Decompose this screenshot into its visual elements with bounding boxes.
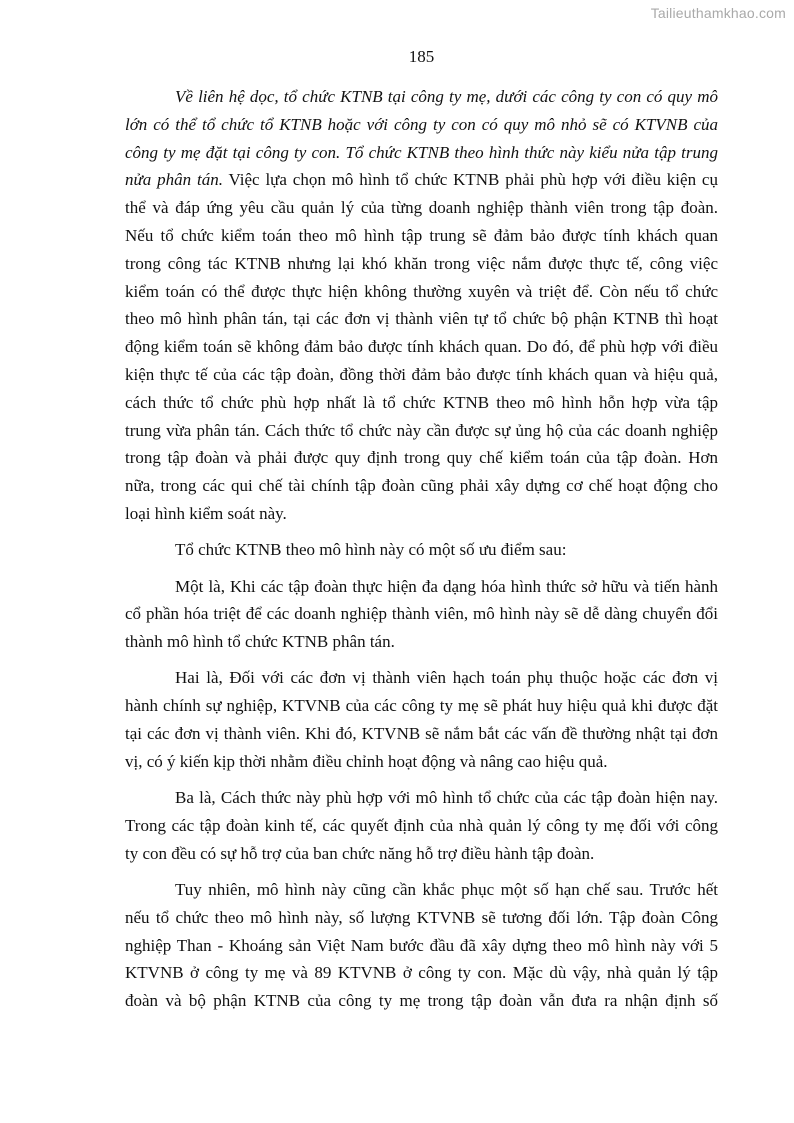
text-line <box>125 784 718 812</box>
text-run: trung vừa phân tán. Cách thức tổ chức này cần được sự ủng hộ của các doanh nghiệp <box>125 420 718 440</box>
text-line <box>125 904 718 932</box>
text-line <box>125 692 718 720</box>
text-run: nghiệp Than - Khoáng sản Việt Nam bước đầu đã xây dựng theo mô hình này với 5 <box>125 935 718 955</box>
text-line <box>125 472 718 500</box>
text-run: nếu tổ chức theo mô hình này, số lượng KTVNB sẽ tương đối lớn. Tập đoàn Công <box>125 907 718 927</box>
text-line <box>125 111 718 139</box>
text-run: động kiểm toán sẽ không đảm bảo được tính khách quan. Do đó, để phù hợp với điều <box>125 337 718 357</box>
text-line <box>125 600 718 628</box>
text-line <box>125 876 718 904</box>
text-line <box>125 278 718 306</box>
italic-text-run: lớn có thể tổ chức tổ KTNB hoặc với công ty con có quy mô nhỏ sẽ có KTVNB của <box>125 114 718 134</box>
text-run: Nếu tổ chức kiểm toán theo mô hình tập trung sẽ đảm bảo được tính khách quan <box>125 225 718 245</box>
text-run: Việc lựa chọn mô hình tổ chức KTNB phải phù hợp với điều kiện cụ <box>222 170 718 190</box>
text-run: thể và đáp ứng yêu cầu quản lý của từng doanh nghiệp thành viên trong tập đoàn. <box>125 198 718 218</box>
text-line <box>125 250 718 278</box>
text-line <box>125 222 718 250</box>
text-run: kiểm toán có thể được thực hiện không thường xuyên và triệt để. Còn nếu tổ chức <box>125 281 718 301</box>
paragraph <box>125 83 718 528</box>
text-line <box>125 748 718 776</box>
paragraph <box>125 536 718 564</box>
text-line <box>125 83 718 111</box>
text-line <box>125 417 718 445</box>
text-run: theo mô hình phân tán, tại các đơn vị thành viên tự tổ chức bộ phận KTNB thì hoạt <box>125 309 718 329</box>
text-line <box>125 305 718 333</box>
text-run: Hai là, Đối với các đơn vị thành viên hạch toán phụ thuộc hoặc các đơn vị <box>175 668 718 688</box>
text-line <box>125 166 718 194</box>
text-line <box>125 987 718 1015</box>
paragraph <box>125 664 718 775</box>
text-run: vị, có ý kiến kịp thời nhằm điều chỉnh hoạt động và nâng cao hiệu quả. <box>125 751 608 771</box>
text-run: KTVNB ở công ty mẹ và 89 KTVNB ở công ty con. Mặc dù vậy, nhà quản lý tập <box>125 963 718 983</box>
text-run: Tuy nhiên, mô hình này cũng cần khắc phục một số hạn chế sau. Trước hết <box>175 880 718 900</box>
text-run: tại các đơn vị thành viên. Khi đó, KTVNB sẽ nắm bắt các vấn đề thường nhật tại đơn <box>125 724 718 744</box>
text-line <box>125 139 718 167</box>
text-line <box>125 333 718 361</box>
text-line <box>125 628 718 656</box>
text-run: Một là, Khi các tập đoàn thực hiện đa dạng hóa hình thức sở hữu và tiến hành <box>175 576 718 596</box>
watermark: Tailieuthamkhao.com <box>650 5 786 21</box>
text-line <box>125 720 718 748</box>
text-run: trong công tác KTNB nhưng lại khó khăn trong việc nắm được thực tế, công việc <box>125 253 718 273</box>
paragraph <box>125 784 718 867</box>
text-line <box>125 194 718 222</box>
text-run: loại hình kiểm soát này. <box>125 503 287 523</box>
paragraph <box>125 876 718 1015</box>
text-line <box>125 389 718 417</box>
text-line <box>125 812 718 840</box>
text-run: hành chính sự nghiệp, KTVNB của các công ty mẹ sẽ phát huy hiệu quả khi được đặt <box>125 696 718 716</box>
text-line <box>125 664 718 692</box>
text-run: trong tập đoàn và phải được quy định trong quy chế kiểm toán của tập đoàn. Hơn <box>125 448 718 468</box>
text-run: ty con đều có sự hỗ trợ của ban chức năng hỗ trợ điều hành tập đoàn. <box>125 843 595 863</box>
italic-text-run: công ty mẹ đặt tại công ty con. Tổ chức KTNB theo hình thức này kiểu nửa tập trung <box>125 142 718 162</box>
text-run: thành mô hình tổ chức KTNB phân tán. <box>125 632 395 652</box>
text-run: cổ phần hóa triệt để các doanh nghiệp thành viên, mô hình này sẽ dễ dàng chuyển đổi <box>125 604 718 624</box>
text-line <box>125 932 718 960</box>
page-number: 185 <box>408 47 435 66</box>
text-line <box>125 500 718 528</box>
text-run: kiện thực tế của các tập đoàn, đồng thời đảm bảo được tính khách quan và hiệu quả, <box>125 364 718 384</box>
text-run: nữa, trong các qui chế tài chính tập đoàn cũng phải xây dựng cơ chế hoạt động cho <box>125 476 718 496</box>
text-line <box>125 840 718 868</box>
text-line <box>125 361 718 389</box>
text-line <box>125 573 718 601</box>
italic-text-run: nửa phân tán. <box>125 170 223 190</box>
paragraph <box>125 573 718 656</box>
text-run: đoàn và bộ phận KTNB của công ty mẹ trong tập đoàn vẫn đưa ra nhận định số <box>125 991 718 1011</box>
body-text <box>125 83 718 1015</box>
text-line <box>125 959 718 987</box>
italic-text-run: Về liên hệ dọc, tổ chức KTNB tại công ty mẹ, dưới các công ty con có quy mô <box>175 87 718 106</box>
text-run: Trong các tập đoàn kinh tế, các quyết định của nhà quản lý công ty mẹ đối với công <box>125 815 718 835</box>
text-line <box>125 536 718 564</box>
text-run: Tổ chức KTNB theo mô hình này có một số ưu điểm sau: <box>175 540 567 560</box>
text-run: cách thức tổ chức phù hợp nhất là tổ chức KTNB theo mô hình hỗn hợp vừa tập <box>125 392 718 412</box>
text-run: Ba là, Cách thức này phù hợp với mô hình tổ chức của các tập đoàn hiện nay. <box>175 788 718 808</box>
text-line <box>125 444 718 472</box>
